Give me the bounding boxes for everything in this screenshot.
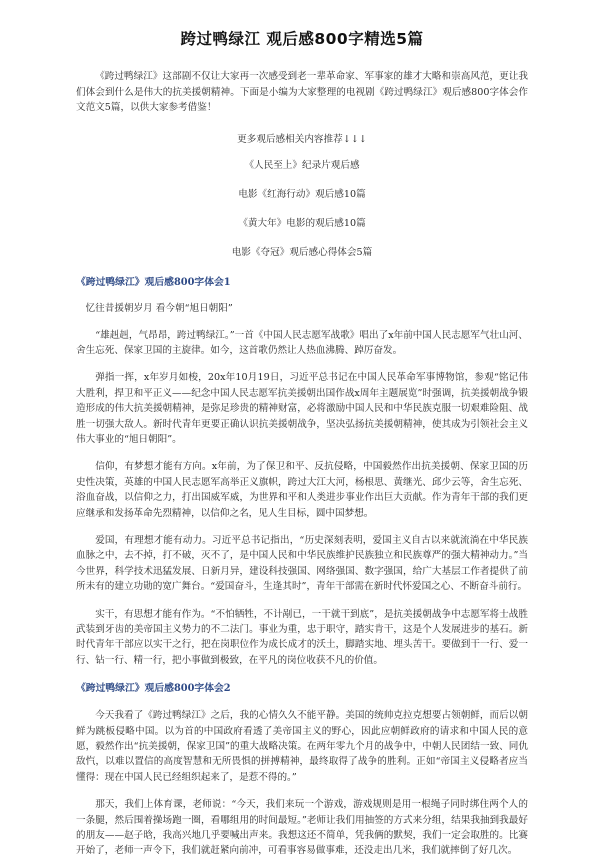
- section-2: [76, 682, 528, 859]
- section-lead: 忆往昔援朝岁月 看今朝“旭日朝阳”: [85, 302, 233, 314]
- recommend-link[interactable]: 电影《夺冠》观后感心得体会5篇: [231, 246, 373, 258]
- recommend-link[interactable]: 《黄大年》电影的观后感10篇: [238, 217, 366, 229]
- recommend-link[interactable]: 电影《红海行动》观后感10篇: [238, 188, 366, 200]
- body-paragraph: 那天，我们上体育课，老师说：“今天，我们来玩一个游戏，游戏规则是用一根绳子同时绑住两个人的一条腿，然后围着操场跑一圈，看哪组用的时间最短。”老师让我们用抽签的方式来分组，结果我抽到我最好的朋友——赵子晗，我高兴地几乎要喊出声来。我想这还不简单，凭我俩的默契，我们一定会取胜的。比赛开始了，老师一声令下，我们就赶紧向前冲，可看事容易做事难，还没走出几米，我们就摔倒了好几次。: [76, 799, 528, 857]
- section-1: [76, 276, 528, 669]
- recommend-header: 更多观后感相关内容推荐↓↓↓: [237, 133, 367, 145]
- document-title: 跨过鸭绿江 观后感800字精选5篇: [180, 30, 424, 48]
- section-title: 《跨过鸭绿江》观后感800字体会1: [76, 276, 231, 288]
- intro-paragraph: 《跨过鸭绿江》这部剧不仅让大家再一次感受到老一辈革命家、军事家的雄才大略和崇高风范，更让我们体会到什么是伟大的抗美援朝精神。下面是小编为大家整理的电视剧《跨过鸭绿江》观后感800字体会作文范文5篇，以供大家参考借鉴！: [76, 71, 528, 113]
- body-paragraph: “雄赳赳，气昂昂，跨过鸭绿江。”一首《中国人民志愿军战歌》唱出了x年前中国人民志愿军气壮山河、舍生忘死、保家卫国的主旋律。如今，这首歌仍然让人热血沸腾、踔厉奋发。: [76, 329, 528, 356]
- body-paragraph: 爱国，有理想才能有动力。习近平总书记指出，“历史深刻表明，爱国主义自古以来就流淌在中华民族血脉之中，去不掉，打不破，灭不了，是中国人民和中华民族维护民族独立和民族尊严的强大精神动力。”当今世界，科学技术迅猛发展、日新月异，建设科技强国、网络强国、数字强国，给广大基层工作者提供了前所未有的建立功勋的宽广舞台。“爱国奋斗，生逢其时”，青年干部需在新时代怀爱国之心、不断奋斗前行。: [76, 534, 528, 593]
- body-paragraph: 信仰，有梦想才能有方向。x年前，为了保卫和平、反抗侵略，中国毅然作出抗美援朝、保家卫国的历史性决策，英雄的中国人民志愿军高举正义旗帜，跨过大江大河，杨根思、黄继光、邱少云等，舍生忘死、浴血奋战，以信仰之力，打出国威军威，为世界和平和人类进步事业作出巨大贡献。作为青年干部的我们更应继承和发扬革命先烈精神，以信仰之名，见人生目标，圆中国梦想。: [76, 461, 528, 519]
- section-title: 《跨过鸭绿江》观后感800字体会2: [76, 683, 231, 695]
- body-paragraph: 今天我看了《跨过鸭绿江》之后，我的心情久久不能平静。美国的统帅克拉克想要占领朝鲜，而后以朝鲜为跳板侵略中国。以为首的中国政府看透了美帝国主义的野心，因此应朝鲜政府的请求和中国人民的意愿，毅然作出“抗美援朝，保家卫国”的重大战略决策。在两年零九个月的战争中，中朝人民团结一致、同仇敌忾，以难以置信的高度智慧和无所畏惧的拼搏精神，最终取得了战争的胜利。正如“帝国主义侵略者应当懂得：现在中国人民已经组织起来了，是惹不得的。”: [76, 710, 528, 783]
- body-paragraph: 实干，有思想才能有作为。“不怕牺牲，不计剐已，一干就干到底”，是抗美援朝战争中志愿军将士战胜武装到牙齿的美帝国主义势力的不二法门。事业为重，忠于职守，踏实肯干，这是个人发展进步的基石。新时代青年干部应以实干之行，把在岗职位作为成长成才的沃土，脚踏实地、埋头苦干。要做到干一行、爱一行、钻一行、精一行，把小事做到极致，在平凡的岗位收获不凡的价值。: [76, 608, 528, 666]
- recommend-block: [76, 134, 528, 259]
- body-paragraph: 弹指一挥，x年岁月如梭，20x年10月19日，习近平总书记在中国人民革命军事博物馆，参观“铭记伟大胜利，捍卫和平正义——纪念中国人民志愿军抗美援朝出国作战x周年主题展览”时强调，抗美援朝战争锻造形成的伟大抗美援朝精神，是弥足珍贵的精神财富，必将激励中国人民和中华民族克服一切艰难险阻、战胜一切强大敌人。新时代青年更要正确认识抗美援朝战争，坚决弘扬抗美援朝精神，使其成为引领社会主义伟大事业的“旭日朝阳”。: [76, 372, 528, 445]
- recommend-link[interactable]: 《人民至上》纪录片观后感: [244, 159, 360, 171]
